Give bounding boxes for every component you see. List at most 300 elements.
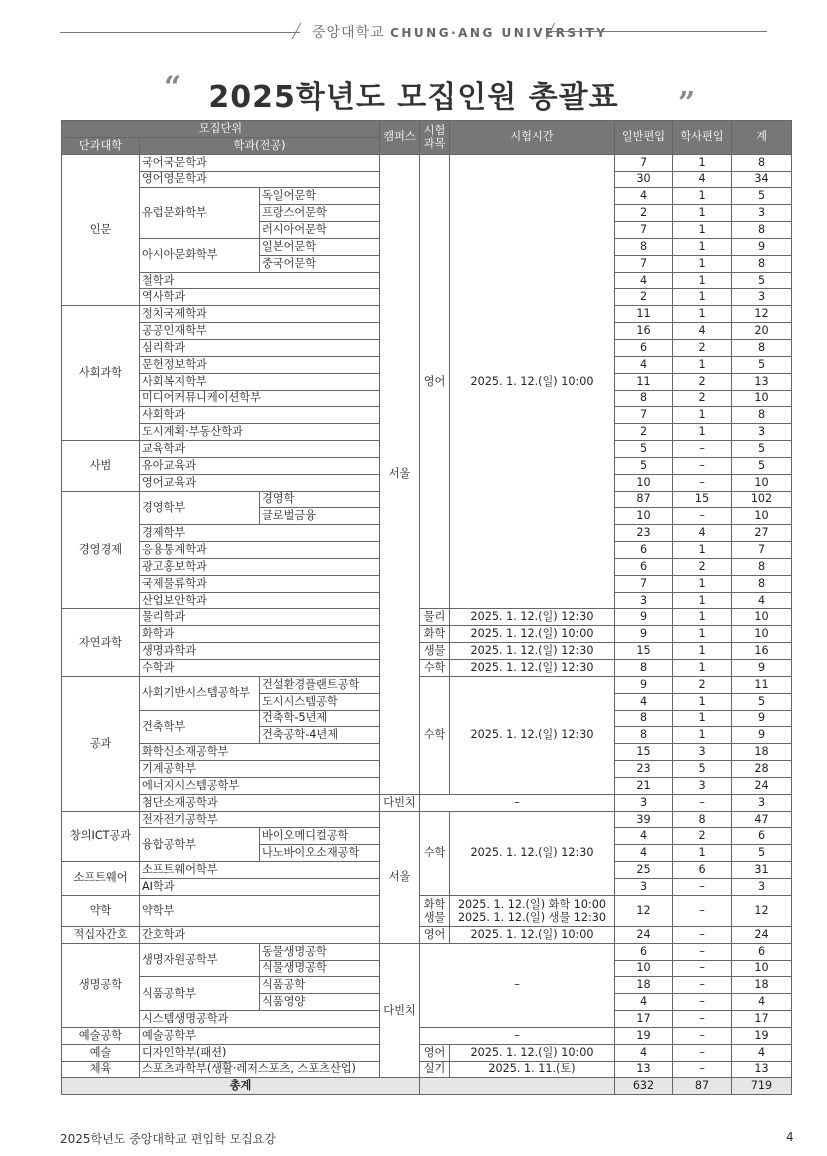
bachelor-cell: 4 <box>673 525 732 542</box>
major-cell: 식품공학 <box>260 977 380 994</box>
time-cell: – <box>420 1027 615 1044</box>
general-cell: 8 <box>615 660 673 677</box>
subject-cell: 영어 <box>420 154 450 609</box>
bachelor-cell: 1 <box>673 238 732 255</box>
bachelor-cell: 1 <box>673 424 732 441</box>
dept-cell: 간호학과 <box>140 926 380 943</box>
bachelor-cell: 1 <box>673 710 732 727</box>
bachelor-cell: – <box>673 457 732 474</box>
total-cell: 13 <box>732 1061 792 1078</box>
college-cell: 창의ICT공과 <box>62 811 140 862</box>
major-cell: 도시시스템공학 <box>260 693 380 710</box>
general-cell: 23 <box>615 525 673 542</box>
total-cell: 8 <box>732 222 792 239</box>
general-cell: 10 <box>615 508 673 525</box>
dept-cell: 화학과 <box>140 626 380 643</box>
total-cell: 9 <box>732 238 792 255</box>
college-cell: 적십자간호 <box>62 926 140 943</box>
dept-cell: 화학신소재공학부 <box>140 744 380 761</box>
general-cell: 3 <box>615 794 673 811</box>
general-cell: 5 <box>615 457 673 474</box>
general-cell: 2 <box>615 424 673 441</box>
bachelor-cell: 2 <box>673 676 732 693</box>
general-cell: 39 <box>615 811 673 828</box>
page-title: 2025학년도 모집인원 총괄표 <box>208 80 619 115</box>
total-cell: 9 <box>732 660 792 677</box>
bachelor-cell: – <box>673 926 732 943</box>
total-cell: 16 <box>732 643 792 660</box>
campus-cell: 다빈치 <box>380 943 420 1078</box>
table-row <box>62 154 792 171</box>
th-general: 일반편입 <box>615 121 673 155</box>
major-cell: 프랑스어문학 <box>260 205 380 222</box>
total-cell: 5 <box>732 845 792 862</box>
general-cell: 4 <box>615 188 673 205</box>
general-cell: 17 <box>615 1011 673 1028</box>
time-cell: 2025. 1. 12.(일) 12:30 <box>450 811 615 895</box>
th-campus: 캠퍼스 <box>380 121 420 155</box>
college-cell: 경영경제 <box>62 491 140 609</box>
bachelor-cell: 3 <box>673 744 732 761</box>
major-cell: 건축학-5년제 <box>260 710 380 727</box>
dept-cell: 사회학과 <box>140 407 380 424</box>
th-unit: 모집단위 <box>62 121 380 138</box>
dept-cell: 산업보안학과 <box>140 592 380 609</box>
college-cell: 사범 <box>62 441 140 492</box>
bachelor-cell: 1 <box>673 626 732 643</box>
total-cell: 3 <box>732 205 792 222</box>
total-cell: 10 <box>732 508 792 525</box>
bachelor-cell: – <box>673 960 732 977</box>
college-cell: 약학 <box>62 895 140 926</box>
total-cell: 8 <box>732 154 792 171</box>
subject-cell: 수학 <box>420 676 450 794</box>
th-dept: 학과(전공) <box>140 137 380 154</box>
time-cell: 2025. 1. 12.(일) 12:30 <box>450 609 615 626</box>
general-cell: 9 <box>615 676 673 693</box>
total-cell: 8 <box>732 407 792 424</box>
group-cell: 융합공학부 <box>140 828 260 862</box>
total-cell: 31 <box>732 862 792 879</box>
time-cell: – <box>420 943 615 1027</box>
college-cell: 자연과학 <box>62 609 140 676</box>
time-cell: 2025. 1. 12.(일) 화학 10:00 2025. 1. 12.(일) 생물 12:30 <box>450 895 615 926</box>
general-cell: 7 <box>615 222 673 239</box>
dept-cell: 광고홍보학과 <box>140 558 380 575</box>
dept-cell: 예술공학부 <box>140 1027 380 1044</box>
general-cell: 18 <box>615 977 673 994</box>
major-cell: 나노바이오소재공학 <box>260 845 380 862</box>
general-cell: 2 <box>615 289 673 306</box>
bachelor-cell: 1 <box>673 188 732 205</box>
general-cell: 4 <box>615 845 673 862</box>
total-cell: 10 <box>732 474 792 491</box>
bachelor-cell: 8 <box>673 811 732 828</box>
bachelor-cell: 1 <box>673 660 732 677</box>
total-cell: 10 <box>732 609 792 626</box>
major-cell: 중국어문학 <box>260 255 380 272</box>
time-cell: 2025. 1. 12.(일) 10:00 <box>450 926 615 943</box>
bachelor-cell: 4 <box>673 323 732 340</box>
bachelor-cell: 1 <box>673 255 732 272</box>
table-row <box>62 609 792 626</box>
time-cell: 2025. 1. 12.(일) 10:00 <box>450 1044 615 1061</box>
bachelor-cell: 3 <box>673 777 732 794</box>
total-cell: 5 <box>732 356 792 373</box>
bachelor-cell: 1 <box>673 845 732 862</box>
dept-cell: 물리학과 <box>140 609 380 626</box>
campus-cell: 서울 <box>380 811 420 943</box>
group-cell: 경영학부 <box>140 491 260 525</box>
dept-cell: 스포츠과학부(생활·레저스포츠, 스포츠산업) <box>140 1061 380 1078</box>
total-cell: 5 <box>732 272 792 289</box>
total-cell: 10 <box>732 626 792 643</box>
dept-cell: 미디어커뮤니케이션학부 <box>140 390 380 407</box>
dept-cell: 도시계획·부동산학과 <box>140 424 380 441</box>
bachelor-cell: 1 <box>673 693 732 710</box>
general-cell: 7 <box>615 255 673 272</box>
bachelor-cell: 4 <box>673 171 732 188</box>
dept-cell: 역사학과 <box>140 289 380 306</box>
total-bachelor: 87 <box>673 1078 732 1095</box>
bachelor-cell: – <box>673 474 732 491</box>
bachelor-cell: – <box>673 895 732 926</box>
dept-cell: 심리학과 <box>140 339 380 356</box>
bachelor-cell: – <box>673 1011 732 1028</box>
bachelor-cell: – <box>673 878 732 895</box>
time-cell: – <box>420 794 615 811</box>
general-cell: 19 <box>615 1027 673 1044</box>
bachelor-cell: – <box>673 977 732 994</box>
general-cell: 13 <box>615 1061 673 1078</box>
dept-cell: 정치국제학과 <box>140 306 380 323</box>
general-cell: 7 <box>615 154 673 171</box>
total-label: 총계 <box>62 1078 420 1095</box>
total-cell: 34 <box>732 171 792 188</box>
time-cell: 2025. 1. 12.(일) 10:00 <box>450 626 615 643</box>
general-cell: 6 <box>615 943 673 960</box>
college-cell: 소프트웨어 <box>62 862 140 896</box>
general-cell: 8 <box>615 727 673 744</box>
subject-cell: 실기 <box>420 1061 450 1078</box>
major-cell: 식품영양 <box>260 994 380 1011</box>
table-row <box>62 676 792 693</box>
major-cell: 독일어문학 <box>260 188 380 205</box>
dept-cell: 사회복지학부 <box>140 373 380 390</box>
table-row <box>62 1027 792 1044</box>
major-cell: 글로벌금융 <box>260 508 380 525</box>
group-cell: 유럽문화학부 <box>140 188 260 239</box>
college-cell: 인문 <box>62 154 140 306</box>
page-number: 4 <box>786 1130 794 1144</box>
group-cell: 생명자원공학부 <box>140 943 260 977</box>
general-cell: 5 <box>615 441 673 458</box>
total-cell: 8 <box>732 558 792 575</box>
open-quote-icon: “ <box>164 70 182 105</box>
bachelor-cell: 15 <box>673 491 732 508</box>
time-cell: 2025. 1. 12.(일) 12:30 <box>450 660 615 677</box>
major-cell: 식물생명공학 <box>260 960 380 977</box>
college-cell: 체육 <box>62 1061 140 1078</box>
general-cell: 9 <box>615 626 673 643</box>
major-cell: 바이오메디컬공학 <box>260 828 380 845</box>
general-cell: 4 <box>615 356 673 373</box>
campus-cell: 서울 <box>380 154 420 794</box>
bachelor-cell: 1 <box>673 205 732 222</box>
total-cell: 3 <box>732 794 792 811</box>
group-cell: 사회기반시스템공학부 <box>140 676 260 710</box>
total-cell: 20 <box>732 323 792 340</box>
dept-cell: 영어교육과 <box>140 474 380 491</box>
total-cell: 6 <box>732 828 792 845</box>
total-cell: 13 <box>732 373 792 390</box>
bachelor-cell: 2 <box>673 558 732 575</box>
dept-cell: 디자인학부(패션) <box>140 1044 380 1061</box>
bachelor-cell: – <box>673 441 732 458</box>
total-cell: 3 <box>732 424 792 441</box>
general-cell: 21 <box>615 777 673 794</box>
general-cell: 12 <box>615 895 673 926</box>
bachelor-cell: – <box>673 994 732 1011</box>
total-cell: 11 <box>732 676 792 693</box>
general-cell: 2 <box>615 205 673 222</box>
general-cell: 23 <box>615 761 673 778</box>
dept-cell: 영어영문학과 <box>140 171 380 188</box>
table-row <box>62 643 792 660</box>
general-cell: 3 <box>615 592 673 609</box>
bachelor-cell: 1 <box>673 154 732 171</box>
total-cell: 12 <box>732 895 792 926</box>
bachelor-cell: – <box>673 1044 732 1061</box>
total-cell: 24 <box>732 926 792 943</box>
total-cell: 18 <box>732 744 792 761</box>
bachelor-cell: 1 <box>673 356 732 373</box>
bachelor-cell: – <box>673 508 732 525</box>
total-cell: 10 <box>732 960 792 977</box>
subject-cell: 화학 생물 <box>420 895 450 926</box>
major-cell: 건축공학-4년제 <box>260 727 380 744</box>
dept-cell: 유아교육과 <box>140 457 380 474</box>
bachelor-cell: – <box>673 794 732 811</box>
group-cell: 아시아문화학부 <box>140 238 260 272</box>
total-cell: 19 <box>732 1027 792 1044</box>
total-sum: 719 <box>732 1078 792 1095</box>
general-cell: 25 <box>615 862 673 879</box>
table-row <box>62 794 792 811</box>
major-cell: 일본어문학 <box>260 238 380 255</box>
subject-cell: 영어 <box>420 926 450 943</box>
table-row <box>62 1061 792 1078</box>
dept-cell: 시스템생명공학과 <box>140 1011 380 1028</box>
th-bachelor: 학사편입 <box>673 121 732 155</box>
th-subject: 시험 과목 <box>420 121 450 155</box>
table-row <box>62 1044 792 1061</box>
table-row <box>62 895 792 926</box>
total-cell: 24 <box>732 777 792 794</box>
bachelor-cell: 1 <box>673 643 732 660</box>
bachelor-cell: 1 <box>673 272 732 289</box>
campus-cell: 다빈치 <box>380 794 420 811</box>
subject-cell: 물리 <box>420 609 450 626</box>
bachelor-cell: 1 <box>673 575 732 592</box>
college-cell: 예술공학 <box>62 1027 140 1044</box>
general-cell: 6 <box>615 558 673 575</box>
total-cell: 5 <box>732 693 792 710</box>
total-cell: 17 <box>732 1011 792 1028</box>
major-cell: 동물생명공학 <box>260 943 380 960</box>
bachelor-cell: 5 <box>673 761 732 778</box>
total-cell: 5 <box>732 188 792 205</box>
general-cell: 87 <box>615 491 673 508</box>
table-row <box>62 811 792 828</box>
general-cell: 8 <box>615 238 673 255</box>
dept-cell: 에너지시스템공학부 <box>140 777 380 794</box>
recruitment-table <box>61 120 792 1095</box>
total-general: 632 <box>615 1078 673 1095</box>
bachelor-cell: 6 <box>673 862 732 879</box>
bachelor-cell: 1 <box>673 592 732 609</box>
dept-cell: 교육학과 <box>140 441 380 458</box>
bachelor-cell: 2 <box>673 390 732 407</box>
total-cell: 12 <box>732 306 792 323</box>
college-cell: 공과 <box>62 676 140 811</box>
bachelor-cell: 1 <box>673 727 732 744</box>
bachelor-cell: 2 <box>673 339 732 356</box>
subject-cell: 수학 <box>420 660 450 677</box>
time-cell: 2025. 1. 11.(토) <box>450 1061 615 1078</box>
total-cell: 3 <box>732 878 792 895</box>
total-cell: 18 <box>732 977 792 994</box>
general-cell: 15 <box>615 643 673 660</box>
college-cell: 예술 <box>62 1044 140 1061</box>
total-cell: 10 <box>732 390 792 407</box>
time-cell: 2025. 1. 12.(일) 12:30 <box>450 643 615 660</box>
dept-cell: 약학부 <box>140 895 380 926</box>
dept-cell: 공공인재학부 <box>140 323 380 340</box>
bachelor-cell: 1 <box>673 306 732 323</box>
general-cell: 4 <box>615 1044 673 1061</box>
header-rule-left <box>60 32 300 33</box>
general-cell: 16 <box>615 323 673 340</box>
bachelor-cell: – <box>673 1027 732 1044</box>
dept-cell: 전자전기공학부 <box>140 811 380 828</box>
general-cell: 7 <box>615 407 673 424</box>
total-cell: 28 <box>732 761 792 778</box>
subject-cell: 생물 <box>420 643 450 660</box>
general-cell: 15 <box>615 744 673 761</box>
total-cell: 5 <box>732 457 792 474</box>
time-cell: 2025. 1. 12.(일) 12:30 <box>450 676 615 794</box>
general-cell: 24 <box>615 926 673 943</box>
major-cell: 러시아어문학 <box>260 222 380 239</box>
general-cell: 30 <box>615 171 673 188</box>
dept-cell: 문헌정보학과 <box>140 356 380 373</box>
dept-cell: 기계공학부 <box>140 761 380 778</box>
brand-english: CHUNG·ANG UNIVERSITY <box>390 26 608 40</box>
dept-cell: 첨단소재공학과 <box>140 794 380 811</box>
general-cell: 4 <box>615 693 673 710</box>
brand-korean: 중앙대학교 <box>312 25 385 41</box>
dept-cell: 응용통계학과 <box>140 542 380 559</box>
bachelor-cell: 2 <box>673 373 732 390</box>
bachelor-cell: 1 <box>673 222 732 239</box>
general-cell: 7 <box>615 575 673 592</box>
subject-cell: 화학 <box>420 626 450 643</box>
group-cell: 식품공학부 <box>140 977 260 1011</box>
bachelor-cell: – <box>673 1061 732 1078</box>
general-cell: 8 <box>615 710 673 727</box>
total-blank <box>420 1078 615 1095</box>
bachelor-cell: 2 <box>673 828 732 845</box>
table-row <box>62 660 792 677</box>
general-cell: 8 <box>615 390 673 407</box>
table-row <box>62 943 792 960</box>
th-total: 계 <box>732 121 792 155</box>
general-cell: 10 <box>615 474 673 491</box>
table-row <box>62 926 792 943</box>
total-cell: 8 <box>732 575 792 592</box>
subject-cell: 수학 <box>420 811 450 895</box>
dept-cell: 생명과학과 <box>140 643 380 660</box>
major-cell: 건설환경플랜트공학 <box>260 676 380 693</box>
total-cell: 4 <box>732 1044 792 1061</box>
footer-title: 2025학년도 중앙대학교 편입학 모집요강 <box>60 1132 276 1146</box>
total-cell: 7 <box>732 542 792 559</box>
total-cell: 9 <box>732 727 792 744</box>
general-cell: 6 <box>615 339 673 356</box>
dept-cell: 수학과 <box>140 660 380 677</box>
total-cell: 27 <box>732 525 792 542</box>
dept-cell: AI학과 <box>140 878 380 895</box>
general-cell: 11 <box>615 306 673 323</box>
total-cell: 3 <box>732 289 792 306</box>
general-cell: 6 <box>615 542 673 559</box>
total-cell: 4 <box>732 592 792 609</box>
time-cell: 2025. 1. 12.(일) 10:00 <box>450 154 615 609</box>
th-college: 단과대학 <box>62 137 140 154</box>
general-cell: 11 <box>615 373 673 390</box>
general-cell: 3 <box>615 878 673 895</box>
bachelor-cell: 1 <box>673 289 732 306</box>
table-row <box>62 626 792 643</box>
total-cell: 8 <box>732 339 792 356</box>
subject-cell: 영어 <box>420 1044 450 1061</box>
dept-cell: 철학과 <box>140 272 380 289</box>
total-cell: 47 <box>732 811 792 828</box>
total-cell: 6 <box>732 943 792 960</box>
general-cell: 10 <box>615 960 673 977</box>
dept-cell: 소프트웨어학부 <box>140 862 380 879</box>
bachelor-cell: – <box>673 943 732 960</box>
major-cell: 경영학 <box>260 491 380 508</box>
general-cell: 9 <box>615 609 673 626</box>
college-cell: 사회과학 <box>62 306 140 441</box>
header-slash-left <box>292 23 301 39</box>
header-rule-right <box>547 31 767 32</box>
general-cell: 4 <box>615 828 673 845</box>
dept-cell: 국제물류학과 <box>140 575 380 592</box>
total-row <box>62 1078 792 1095</box>
th-time: 시험시간 <box>450 121 615 155</box>
total-cell: 8 <box>732 255 792 272</box>
general-cell: 4 <box>615 994 673 1011</box>
dept-cell: 국어국문학과 <box>140 154 380 171</box>
group-cell: 건축학부 <box>140 710 260 744</box>
total-cell: 102 <box>732 491 792 508</box>
header-brand <box>312 22 607 42</box>
college-cell: 생명공학 <box>62 943 140 1027</box>
bachelor-cell: 1 <box>673 407 732 424</box>
